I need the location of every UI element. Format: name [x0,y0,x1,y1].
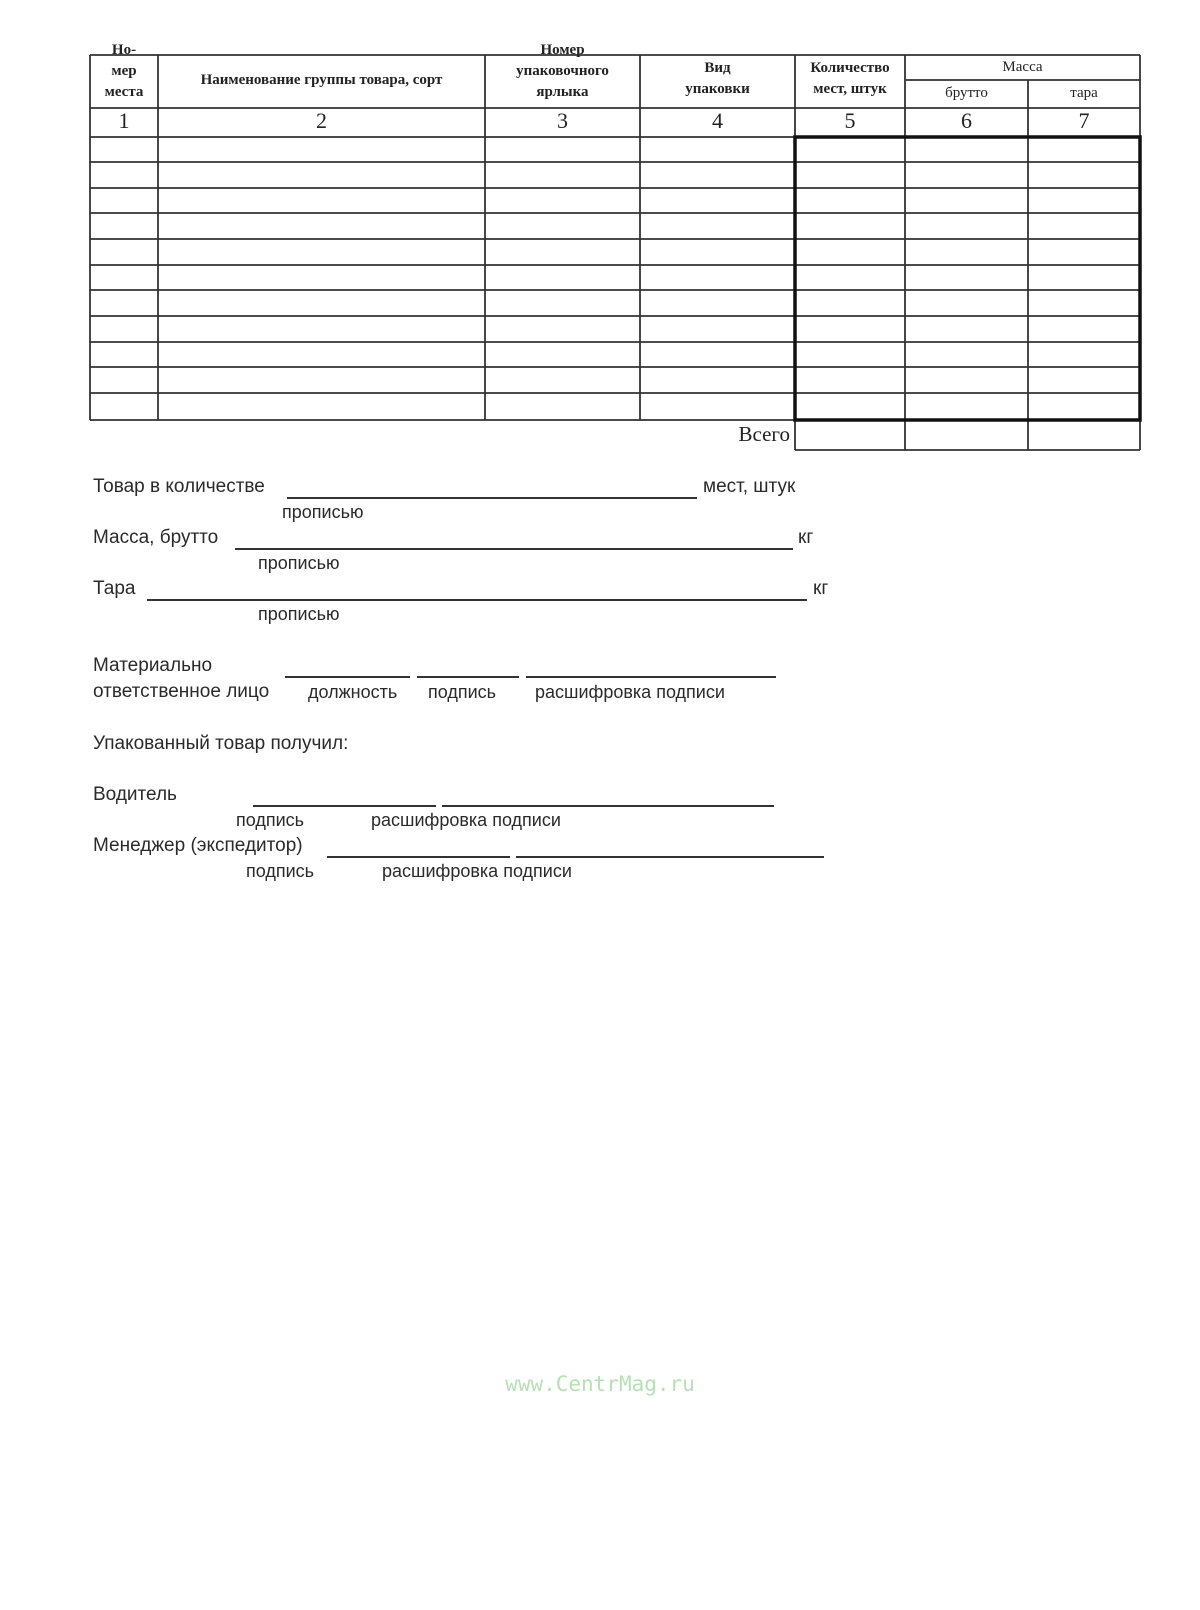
column-number-6: 6 [961,108,972,133]
header-col2: Наименование группы товара, сорт [200,72,443,88]
manager-signature-caption: подпись [246,861,315,881]
header-col1-mid: мер [111,63,137,79]
manager-label: Менеджер (экспедитор) [93,835,303,856]
header-col3-mid: упаковочного [516,63,609,79]
column-number-3: 3 [557,108,568,133]
gross-unit: кг [798,527,814,548]
liable-position-line[interactable] [285,676,410,678]
driver-signature-caption: подпись [236,810,305,830]
driver-signature-decode-line[interactable] [442,805,774,807]
qty-suffix: мест, штук [703,476,796,497]
watermark: www.CentrMag.ru [505,1372,695,1396]
liable-person-label-line1: Материально [93,655,213,676]
liable-position-caption: должность [308,682,398,702]
column-number-1: 1 [118,108,130,133]
liable-signature-caption: подпись [428,682,497,702]
liable-person-label-line2: ответственное лицо [93,681,270,702]
gross-in-words-caption: прописью [258,553,340,573]
manager-signature-decode-line[interactable] [516,856,824,858]
qty-label: Товар в количестве [93,476,265,497]
header-col1-bot: места [104,84,144,100]
column-number-5: 5 [844,108,856,133]
header-col4-line2: упаковки [685,81,750,97]
gross-words-line[interactable] [235,548,793,550]
header-col5-line2: мест, штук [813,81,887,97]
column-number-2: 2 [316,108,327,133]
column-number-7: 7 [1078,108,1090,133]
driver-label: Водитель [93,784,177,805]
qty-words-line[interactable] [287,497,697,499]
header-col1 [92,42,156,108]
tare-in-words-caption: прописью [258,604,340,624]
total-label: Всего [738,422,790,446]
header-col4-line1: Вид [704,60,731,76]
qty-in-words-caption: прописью [282,502,364,522]
liable-signature-decode-line[interactable] [526,676,776,678]
header-col5 [797,58,903,100]
tare-label: Тара [93,578,136,599]
driver-signature-decode-caption: расшифровка подписи [371,810,561,830]
header-gross: брутто [945,85,988,101]
header-col1-top: Но- [111,42,137,58]
header-col3 [487,42,638,108]
liable-signature-line[interactable] [417,676,519,678]
column-number-4: 4 [712,108,723,133]
driver-signature-line[interactable] [253,805,436,807]
header-col3-top: Номер [540,42,585,58]
header-mass: Масса [1002,59,1043,75]
header-col3-bot: ярлыка [536,84,589,100]
header-tare: тара [1070,85,1098,101]
manager-signature-decode-caption: расшифровка подписи [382,861,572,881]
gross-label: Масса, брутто [93,527,219,548]
liable-signature-decode-caption: расшифровка подписи [535,682,725,702]
tare-words-line[interactable] [147,599,807,601]
header-col5-line1: Количество [810,60,890,76]
manager-signature-line[interactable] [327,856,510,858]
header-col4 [642,58,793,100]
received-label: Упакованный товар получил: [93,733,349,754]
tare-unit: кг [813,578,829,599]
